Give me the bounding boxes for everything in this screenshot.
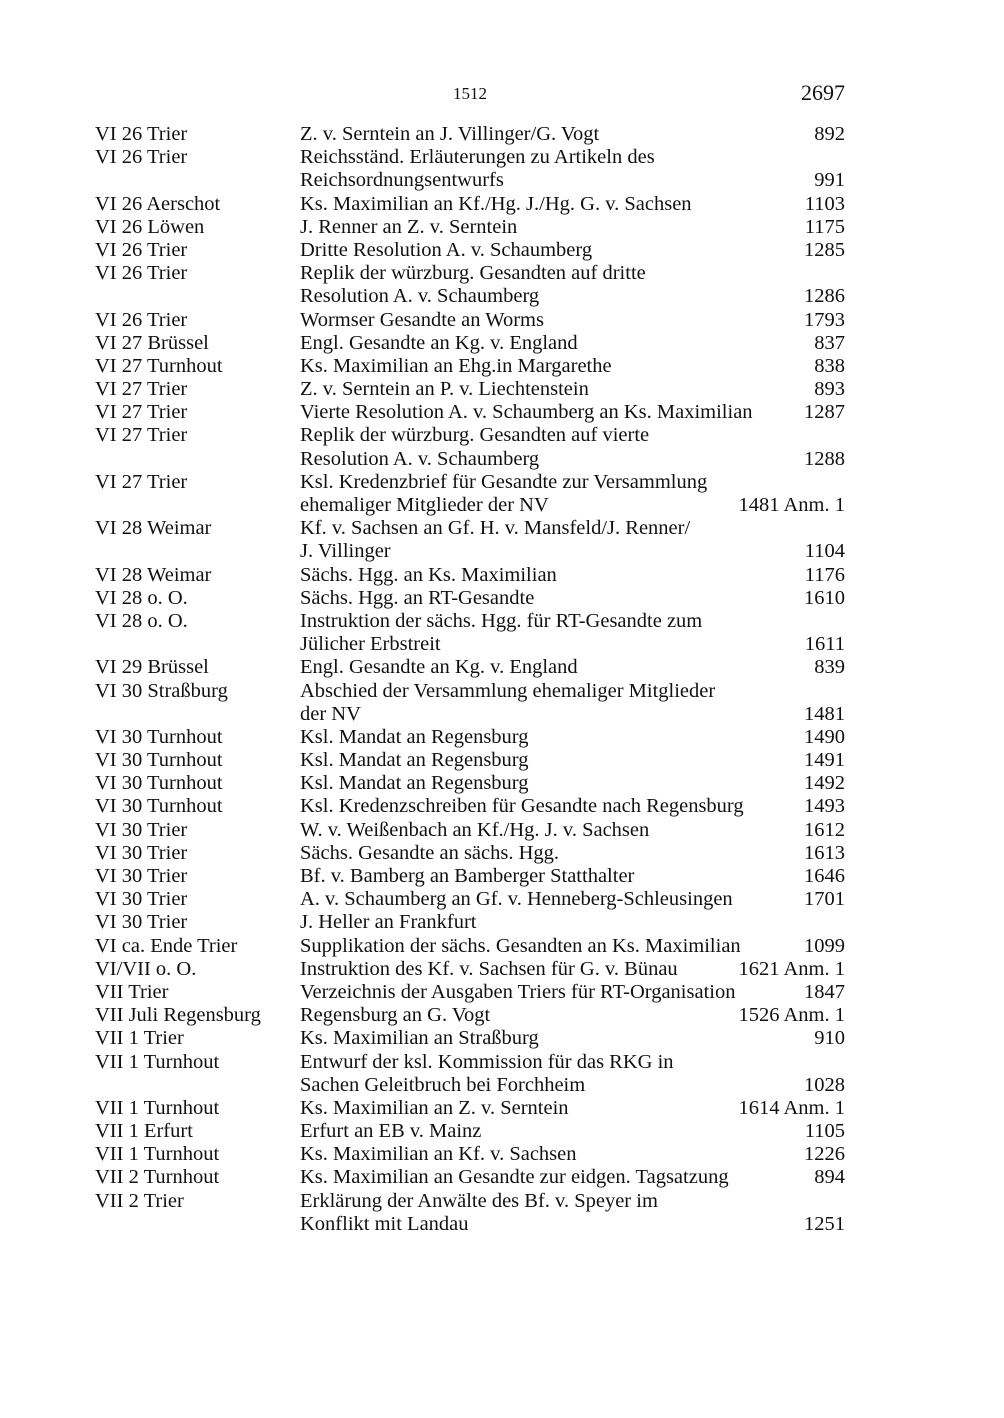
register-entry xyxy=(95,610,845,656)
entry-line xyxy=(95,1120,845,1143)
entry-date: VII Juli Regensburg xyxy=(95,1004,261,1027)
entry-description: Jülicher Erbstreit xyxy=(300,633,441,656)
entry-date: VII 1 Turnhout xyxy=(95,1143,220,1166)
entry-description: Ks. Maximilian an Z. v. Serntein xyxy=(300,1096,569,1119)
entry-date: VI 26 Trier xyxy=(95,238,188,261)
entry-date: VI ca. Ende Trier xyxy=(95,934,238,957)
entry-description: Kf. v. Sachsen an Gf. H. v. Mansfeld/J. Renner/ xyxy=(300,517,691,540)
entry-description: Engl. Gesandte an Kg. v. England xyxy=(300,656,578,679)
register-entry xyxy=(95,819,845,842)
entry-date: VII 2 Turnhout xyxy=(95,1166,220,1189)
entry-line xyxy=(95,865,845,888)
entry-reference-number: 1491 xyxy=(804,749,845,772)
entry-date xyxy=(95,285,300,308)
entry-reference-number: 1105 xyxy=(804,1120,845,1143)
entry-description: Engl. Gesandte an Kg. v. England xyxy=(300,331,578,354)
entry-date xyxy=(95,448,300,471)
register-entry xyxy=(95,216,845,239)
entry-date xyxy=(95,494,300,517)
entry-line xyxy=(95,494,845,517)
entry-reference-number: 1490 xyxy=(804,725,845,748)
register-entry xyxy=(95,146,845,192)
entry-description: Replik der würzburg. Gesandten auf dritte xyxy=(300,262,646,285)
register-entry xyxy=(95,332,845,355)
entry-line xyxy=(95,401,845,424)
entry-description: Wormser Gesandte an Worms xyxy=(300,308,544,331)
entry-date xyxy=(95,1213,300,1236)
entry-date: VI 27 Trier xyxy=(95,378,188,401)
entry-date: VI/VII o. O. xyxy=(95,957,197,980)
entry-date: VI 27 Turnhout xyxy=(95,354,223,377)
register-entry xyxy=(95,1097,845,1120)
entry-date: VI 27 Brüssel xyxy=(95,331,209,354)
entry-line xyxy=(95,309,845,332)
entry-line xyxy=(95,911,845,934)
entry-date: VI 28 Weimar xyxy=(95,517,212,540)
entry-description: Ks. Maximilian an Ehg.in Margarethe xyxy=(300,354,612,377)
entry-description: Ksl. Mandat an Regensburg xyxy=(300,725,529,748)
entry-description: Supplikation der sächs. Gesandten an Ks. Maximilian xyxy=(300,934,741,957)
register-entry xyxy=(95,749,845,772)
entry-reference-number: 1613 xyxy=(804,841,845,864)
register-entry xyxy=(95,309,845,332)
entry-line xyxy=(95,1213,845,1236)
register-entry xyxy=(95,981,845,1004)
entry-reference-number xyxy=(837,1051,845,1074)
entry-date xyxy=(95,633,300,656)
entry-reference-number: 1612 xyxy=(804,818,845,841)
entry-reference-number: 1099 xyxy=(804,934,845,957)
entry-date: VI 30 Straßburg xyxy=(95,679,228,702)
entry-description: Sächs. Gesandte an sächs. Hgg. xyxy=(300,841,560,864)
entry-description: J. Heller an Frankfurt xyxy=(300,911,477,934)
register-entry xyxy=(95,1166,845,1189)
entry-line xyxy=(95,169,845,192)
entry-description: Ks. Maximilian an Kf./Hg. J./Hg. G. v. Sachsen xyxy=(300,192,692,215)
entry-date: VI 26 Aerschot xyxy=(95,192,221,215)
entry-description: Instruktion des Kf. v. Sachsen für G. v. Bünau xyxy=(300,957,678,980)
entry-reference-number: 893 xyxy=(814,378,845,401)
entry-line xyxy=(95,1074,845,1097)
entry-line xyxy=(95,1143,845,1166)
entry-description: Abschied der Versammlung ehemaliger Mitglieder xyxy=(300,679,716,702)
entry-reference-number: 1701 xyxy=(804,888,845,911)
register-entry xyxy=(95,1004,845,1027)
entry-date xyxy=(95,703,300,726)
entry-description: Verzeichnis der Ausgaben Triers für RT-Organisation xyxy=(300,980,736,1003)
entry-reference-number: 1646 xyxy=(804,865,845,887)
entry-date: VI 28 o. O. xyxy=(95,609,188,632)
register-entry xyxy=(95,239,845,262)
entry-reference-number: 1103 xyxy=(804,192,845,215)
entry-date: VI 30 Trier xyxy=(95,888,188,911)
entry-reference-number: 1793 xyxy=(804,308,845,331)
register-entry xyxy=(95,1143,845,1166)
register-entry xyxy=(95,193,845,216)
entry-reference-number: 1614 Anm. 1 xyxy=(738,1096,845,1119)
entry-line xyxy=(95,517,845,540)
entry-reference-number: 1610 xyxy=(804,586,845,609)
entry-reference-number: 894 xyxy=(814,1166,845,1189)
entry-date: VI 30 Trier xyxy=(95,841,188,864)
entry-description: Ks. Maximilian an Gesandte zur eidgen. Tagsatzung xyxy=(300,1166,729,1189)
entry-line xyxy=(95,610,845,633)
register-entry xyxy=(95,471,845,517)
entry-line xyxy=(95,146,845,169)
entry-description: der NV xyxy=(300,702,361,725)
entry-reference-number xyxy=(837,517,845,540)
entry-date: VII 1 Turnhout xyxy=(95,1050,220,1073)
register-entry xyxy=(95,656,845,679)
entry-line xyxy=(95,1051,845,1074)
entry-line xyxy=(95,958,845,981)
entry-reference-number xyxy=(837,610,845,633)
entry-reference-number: 1481 Anm. 1 xyxy=(738,494,845,516)
register-entry xyxy=(95,726,845,749)
entry-date: VI 26 Löwen xyxy=(95,215,205,238)
entry-reference-number: 1481 xyxy=(804,702,845,725)
register-entry xyxy=(95,911,845,934)
entry-description: Regensburg an G. Vogt xyxy=(300,1004,491,1027)
register-entry xyxy=(95,1027,845,1050)
entry-line xyxy=(95,239,845,262)
entry-reference-number xyxy=(837,424,845,447)
entry-line xyxy=(95,935,845,958)
entry-date: VII Trier xyxy=(95,980,169,1003)
entry-description: Resolution A. v. Schaumberg xyxy=(300,447,540,470)
entry-description: Erklärung der Anwälte des Bf. v. Speyer im xyxy=(300,1189,658,1212)
entry-line xyxy=(95,656,845,679)
entry-line xyxy=(95,540,845,563)
entry-line xyxy=(95,587,845,610)
register-entry xyxy=(95,564,845,587)
entry-reference-number: 1251 xyxy=(804,1212,845,1235)
entry-reference-number xyxy=(837,680,845,703)
register-entry xyxy=(95,958,845,981)
register-entry xyxy=(95,795,845,818)
entry-line xyxy=(95,981,845,1004)
entry-line xyxy=(95,123,845,146)
entry-date xyxy=(95,540,300,563)
entry-description: Dritte Resolution A. v. Schaumberg xyxy=(300,238,593,261)
entry-description: A. v. Schaumberg an Gf. v. Henneberg-Schleusingen xyxy=(300,888,733,911)
entry-description: Instruktion der sächs. Hgg. für RT-Gesandte zum xyxy=(300,609,703,632)
register-entry xyxy=(95,123,845,146)
entry-date: VII 2 Trier xyxy=(95,1189,184,1212)
entry-description: Ksl. Mandat an Regensburg xyxy=(300,772,529,795)
entry-reference-number: 1492 xyxy=(804,772,845,795)
entry-line xyxy=(95,680,845,703)
register-entry xyxy=(95,865,845,888)
running-head-year: 1512 xyxy=(453,84,487,103)
entry-date: VI 27 Trier xyxy=(95,401,188,424)
entry-reference-number xyxy=(837,1190,845,1213)
entry-line xyxy=(95,888,845,911)
entry-reference-number: 1288 xyxy=(804,447,845,470)
entry-description: Bf. v. Bamberg an Bamberger Statthalter xyxy=(300,865,635,887)
entry-line xyxy=(95,842,845,865)
entry-description: Ks. Maximilian an Straßburg xyxy=(300,1027,539,1050)
entry-description: Z. v. Serntein an J. Villinger/G. Vogt xyxy=(300,123,600,145)
entry-date: VI 30 Trier xyxy=(95,865,188,887)
page-number: 2697 xyxy=(801,80,845,105)
entry-description: Konflikt mit Landau xyxy=(300,1212,469,1235)
entry-description: Reichsständ. Erläuterungen zu Artikeln des xyxy=(300,146,655,169)
entry-line xyxy=(95,564,845,587)
entry-line xyxy=(95,1190,845,1213)
entry-line xyxy=(95,193,845,216)
register-entry xyxy=(95,355,845,378)
entry-reference-number: 1847 xyxy=(804,980,845,1003)
entry-date: VI 28 Weimar xyxy=(95,563,212,586)
entry-date: VI 30 Turnhout xyxy=(95,749,223,772)
entry-reference-number: 1226 xyxy=(804,1143,845,1166)
entry-line xyxy=(95,1166,845,1189)
entry-date: VI 27 Trier xyxy=(95,470,188,493)
entry-description: Reichsordnungsentwurfs xyxy=(300,169,504,192)
entry-line xyxy=(95,703,845,726)
entry-description: Ksl. Mandat an Regensburg xyxy=(300,749,529,772)
entry-description: Replik der würzburg. Gesandten auf vierte xyxy=(300,424,650,447)
entry-date: VI 27 Trier xyxy=(95,424,188,447)
entry-reference-number: 1493 xyxy=(804,795,845,818)
entry-description: Ksl. Kredenzbrief für Gesandte zur Versammlung xyxy=(300,470,708,493)
entry-reference-number: 1611 xyxy=(804,633,845,656)
entry-line xyxy=(95,471,845,494)
register-entry xyxy=(95,935,845,958)
entry-reference-number: 991 xyxy=(814,169,845,192)
entry-date: VI 26 Trier xyxy=(95,146,188,169)
entry-reference-number: 910 xyxy=(814,1027,845,1050)
entry-description: ehemaliger Mitglieder der NV xyxy=(300,494,549,516)
entry-date: VI 30 Trier xyxy=(95,818,188,841)
entry-date: VI 30 Trier xyxy=(95,911,188,934)
entry-line xyxy=(95,448,845,471)
entry-reference-number: 1028 xyxy=(804,1073,845,1096)
register-entry xyxy=(95,680,845,726)
register-entry xyxy=(95,401,845,424)
entry-description: Z. v. Serntein an P. v. Liechtenstein xyxy=(300,378,589,401)
register-entry xyxy=(95,1190,845,1236)
register-entry xyxy=(95,1051,845,1097)
entry-date: VI 30 Turnhout xyxy=(95,725,223,748)
entry-reference-number: 838 xyxy=(814,354,845,377)
entry-line xyxy=(95,332,845,355)
entry-date: VI 30 Turnhout xyxy=(95,772,223,795)
entry-description: W. v. Weißenbach an Kf./Hg. J. v. Sachsen xyxy=(300,818,650,841)
register-entry xyxy=(95,1120,845,1143)
entry-reference-number: 839 xyxy=(814,656,845,679)
entry-date: VI 26 Trier xyxy=(95,123,188,145)
entry-line xyxy=(95,216,845,239)
entry-reference-number xyxy=(837,262,845,285)
entry-description: Entwurf der ksl. Kommission für das RKG in xyxy=(300,1050,674,1073)
entry-line xyxy=(95,1004,845,1027)
entry-date: VI 28 o. O. xyxy=(95,586,188,609)
entry-line xyxy=(95,772,845,795)
entry-reference-number: 1175 xyxy=(804,215,845,238)
entry-line xyxy=(95,424,845,447)
entry-description: Sachen Geleitbruch bei Forchheim xyxy=(300,1073,586,1096)
entry-date: VI 26 Trier xyxy=(95,262,188,285)
register-entry xyxy=(95,262,845,308)
entry-date xyxy=(95,1074,300,1097)
page-header xyxy=(0,80,1004,110)
entry-reference-number: 1176 xyxy=(804,563,845,586)
entry-description: Ks. Maximilian an Kf. v. Sachsen xyxy=(300,1143,577,1166)
register-entry xyxy=(95,772,845,795)
register-entry xyxy=(95,424,845,470)
entry-line xyxy=(95,262,845,285)
entry-line xyxy=(95,633,845,656)
entry-reference-number: 1104 xyxy=(804,540,845,563)
entry-line xyxy=(95,355,845,378)
entry-reference-number: 1526 Anm. 1 xyxy=(738,1004,845,1027)
entry-description: J. Villinger xyxy=(300,540,391,563)
entry-description: Erfurt an EB v. Mainz xyxy=(300,1120,482,1143)
entry-date: VII 1 Turnhout xyxy=(95,1096,220,1119)
entry-description: Sächs. Hgg. an RT-Gesandte xyxy=(300,586,535,609)
entry-line xyxy=(95,749,845,772)
register-entry xyxy=(95,517,845,563)
entry-description: J. Renner an Z. v. Serntein xyxy=(300,215,518,238)
entry-date xyxy=(95,169,300,192)
entry-line xyxy=(95,819,845,842)
entry-reference-number: 1286 xyxy=(804,285,845,308)
register-entry xyxy=(95,587,845,610)
entry-reference-number: 837 xyxy=(814,331,845,354)
entry-date: VII 1 Trier xyxy=(95,1027,184,1050)
entry-line xyxy=(95,795,845,818)
entry-date: VII 1 Erfurt xyxy=(95,1120,193,1143)
entry-reference-number: 1285 xyxy=(804,238,845,261)
entry-line xyxy=(95,378,845,401)
entry-line xyxy=(95,1027,845,1050)
entry-reference-number: 1621 Anm. 1 xyxy=(738,957,845,980)
register-entry xyxy=(95,378,845,401)
entry-reference-number xyxy=(837,471,845,494)
entry-date: VI 29 Brüssel xyxy=(95,656,209,679)
entry-description: Sächs. Hgg. an Ks. Maximilian xyxy=(300,563,557,586)
entry-reference-number: 1287 xyxy=(804,401,845,424)
entry-line xyxy=(95,1097,845,1120)
entry-date: VI 30 Turnhout xyxy=(95,795,223,818)
entry-line xyxy=(95,285,845,308)
entry-reference-number xyxy=(837,911,845,934)
entry-description: Resolution A. v. Schaumberg xyxy=(300,285,540,308)
register-entry xyxy=(95,842,845,865)
entry-description: Vierte Resolution A. v. Schaumberg an Ks. Maximilian xyxy=(300,401,753,424)
register-entry xyxy=(95,888,845,911)
entry-description: Ksl. Kredenzschreiben für Gesandte nach Regensburg xyxy=(300,795,744,818)
entry-reference-number xyxy=(837,146,845,169)
entry-reference-number: 892 xyxy=(814,123,845,145)
entry-date: VI 26 Trier xyxy=(95,308,188,331)
chronological-register xyxy=(95,123,845,1236)
entry-line xyxy=(95,726,845,749)
